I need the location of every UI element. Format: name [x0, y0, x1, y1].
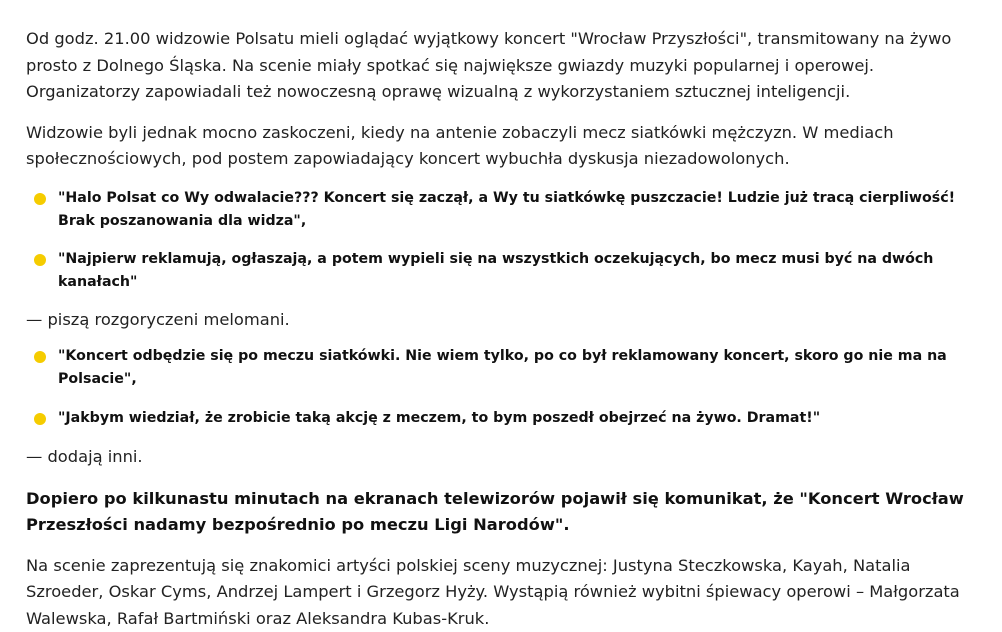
- bullet-dot-icon: [34, 254, 46, 266]
- quote-list: [26, 345, 1002, 430]
- article-paragraph: Na scenie zaprezentują się znakomici artyści polskiej sceny muzycznej: Justyna Steczkowska, Kayah, Natalia Szroeder, Oskar Cyms, Andrzej Lampert i Grzegorz Hyży. Wystąpią również wybitni śpiewacy operowi – Małgorzata Walewska, Rafał Bartmiński oraz Aleksandra Kubas-Kruk.: [26, 553, 966, 632]
- quote-text: "Koncert odbędzie się po meczu siatkówki. Nie wiem tylko, po co był reklamowany koncert, skoro go nie ma na Polsacie",: [58, 348, 947, 387]
- article-lead-bold: Dopiero po kilkunastu minutach na ekranach telewizorów pojawił się komunikat, że "Koncert Wrocław Przeszłości nadamy bezpośrednio po meczu Ligi Narodów".: [26, 486, 966, 539]
- quote-text: "Najpierw reklamują, ogłaszają, a potem wypieli się na wszystkich oczekujących, bo mecz musi być na dwóch kanałach": [58, 251, 933, 290]
- quote-text: "Jakbym wiedział, że zrobicie taką akcję z meczem, to bym poszedł obejrzeć na żywo. Dramat!": [58, 410, 820, 426]
- bullet-dot-icon: [34, 193, 46, 205]
- quote-item: [26, 187, 958, 233]
- bullet-dot-icon: [34, 413, 46, 425]
- article-paragraph: — dodają inni.: [26, 444, 966, 471]
- quote-list: [26, 187, 1002, 294]
- quote-item: [26, 407, 958, 430]
- quote-item: [26, 248, 958, 294]
- article-paragraph: Od godz. 21.00 widzowie Polsatu mieli oglądać wyjątkowy koncert "Wrocław Przyszłości", transmitowany na żywo prosto z Dolnego Śląska. Na scenie miały spotkać się największe gwiazdy muzyki popularnej i operowej. Organizatorzy zapowiadali też nowoczesną oprawę wizualną z wykorzystaniem sztucznej inteligencji.: [26, 26, 966, 106]
- quote-text: "Halo Polsat co Wy odwalacie??? Koncert się zaczął, a Wy tu siatkówkę puszczacie! Ludzie już tracą cierpliwość! Brak poszanowania dla widza",: [58, 190, 955, 229]
- bullet-dot-icon: [34, 351, 46, 363]
- article-paragraph: — piszą rozgoryczeni melomani.: [26, 307, 966, 334]
- article-paragraph: Widzowie byli jednak mocno zaskoczeni, kiedy na antenie zobaczyli mecz siatkówki mężczyzn. W mediach społecznościowych, pod postem zapowiadający koncert wybuchła dyskusja niezadowolonych.: [26, 120, 966, 173]
- quote-item: [26, 345, 958, 391]
